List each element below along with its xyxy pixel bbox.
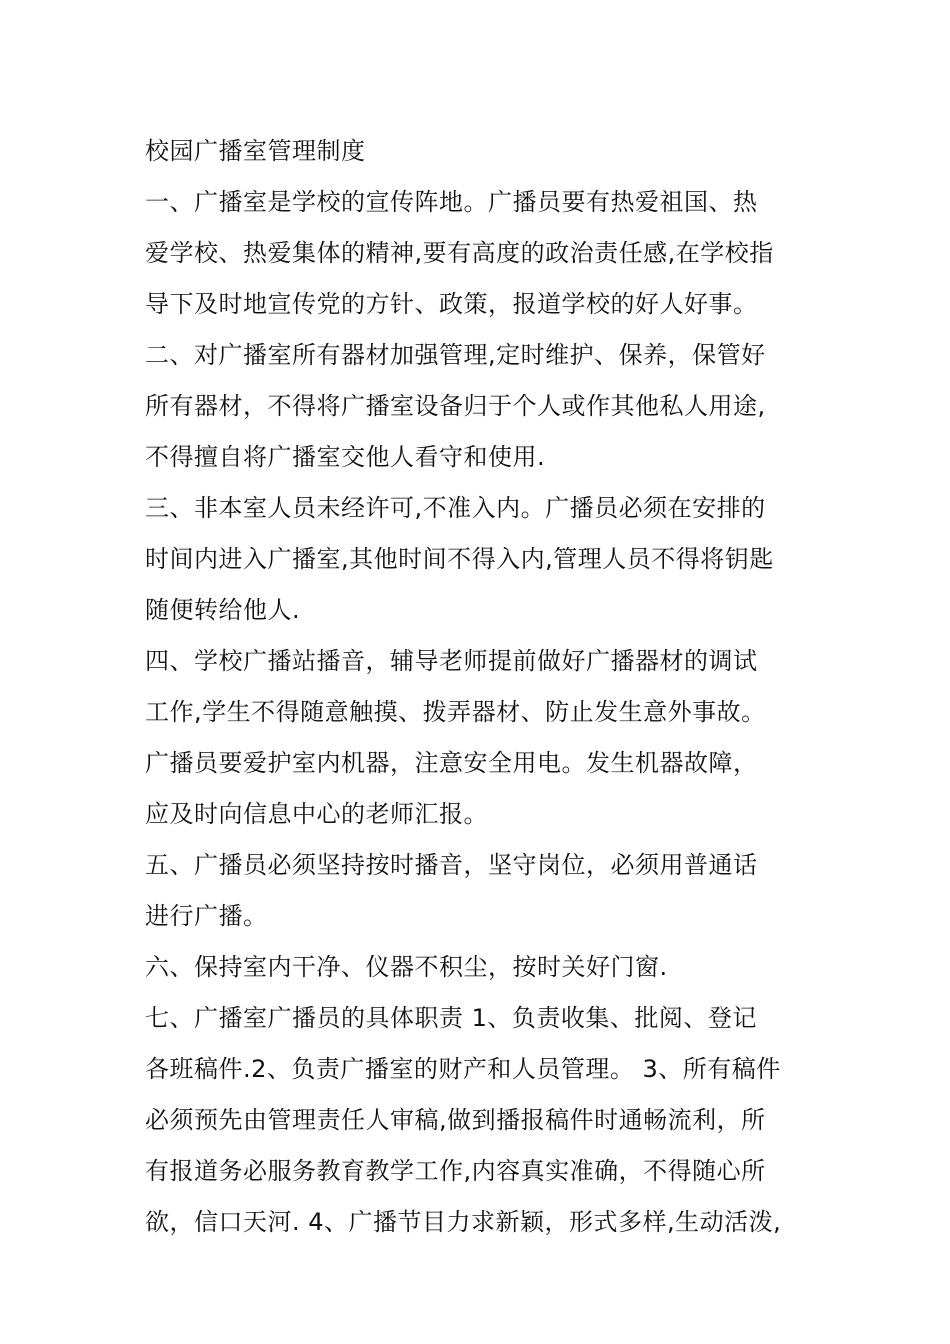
text-line: 工作,学生不得随意触摸、拨弄器材、防止发生意外事故。 bbox=[145, 698, 766, 726]
document-body bbox=[145, 126, 825, 1248]
text-line: 二、对广播室所有器材加强管理,定时维护、保养，保管好 bbox=[145, 341, 766, 369]
text-line: 应及时向信息中心的老师汇报。 bbox=[145, 800, 488, 828]
text-line: 随便转给他人. bbox=[145, 596, 301, 624]
text-line: 四、学校广播站播音，辅导老师提前做好广播器材的调试 bbox=[145, 647, 758, 675]
text-line: 时间内进入广播室,其他时间不得入内,管理人员不得将钥匙 bbox=[145, 545, 774, 573]
text-line: 必须预先由管理责任人审稿,做到播报稿件时通畅流利，所 bbox=[145, 1106, 766, 1134]
document-title: 校园广播室管理制度 bbox=[145, 137, 366, 165]
text-line: 七、广播室广播员的具体职责 1、负责收集、批阅、登记 bbox=[145, 1004, 757, 1032]
text-line: 有报道务必服务教育教学工作,内容真实准确，不得随心所 bbox=[145, 1157, 766, 1185]
text-line: 各班稿件.2、负责广播室的财产和人员管理。 3、所有稿件 bbox=[145, 1055, 781, 1083]
text-line: 导下及时地宣传党的方针、政策，报道学校的好人好事。 bbox=[145, 290, 758, 318]
text-line: 不得擅自将广播室交他人看守和使用. bbox=[145, 443, 546, 471]
text-line: 六、保持室内干净、仪器不积尘，按时关好门窗. bbox=[145, 953, 668, 981]
text-line: 爱学校、热爱集体的精神,要有高度的政治责任感,在学校指 bbox=[145, 239, 774, 267]
text-line: 进行广播。 bbox=[145, 902, 268, 930]
text-line: 所有器材，不得将广播室设备归于个人或作其他私人用途, bbox=[145, 392, 766, 420]
text-line: 一、广播室是学校的宣传阵地。广播员要有热爱祖国、热 bbox=[145, 188, 758, 216]
text-line: 欲，信口天河. 4、广播节目力求新颖，形式多样,生动活泼, bbox=[145, 1208, 782, 1236]
text-line: 广播员要爱护室内机器，注意安全用电。发生机器故障， bbox=[145, 749, 758, 777]
text-line: 五、广播员必须坚持按时播音，坚守岗位，必须用普通话 bbox=[145, 851, 758, 879]
text-line: 三、非本室人员未经许可,不准入内。广播员必须在安排的 bbox=[145, 494, 766, 522]
